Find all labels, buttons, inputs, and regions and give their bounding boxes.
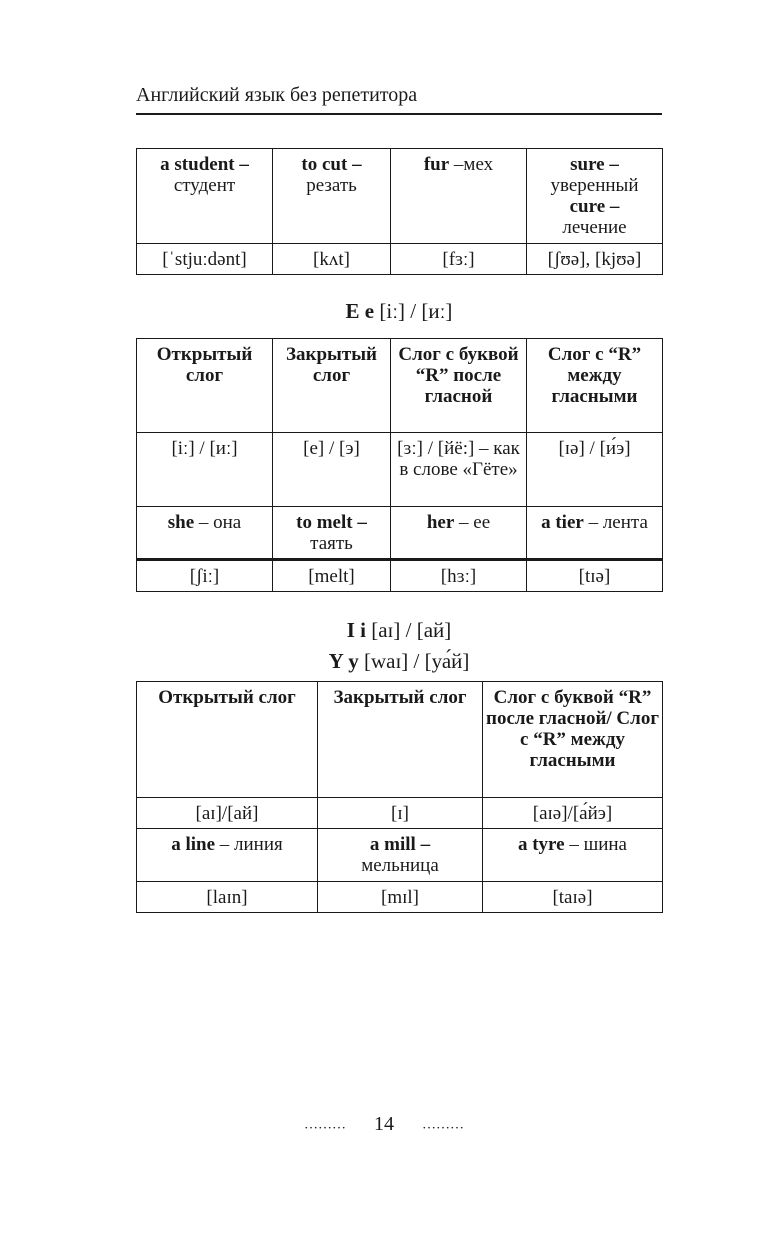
transcription: [hɜː] [391, 560, 527, 592]
transcription: [ʃʊə], [kjʊə] [527, 244, 663, 275]
table-i-y [136, 681, 663, 913]
section-sound: [iː] / [иː] [379, 299, 453, 323]
section-title-y [136, 648, 662, 674]
translation: – линия [219, 834, 283, 855]
table-cell [527, 149, 663, 244]
sound-cell: [e] / [э] [273, 433, 391, 507]
column-header: Закрытый слог [318, 682, 483, 798]
word: a line [171, 834, 216, 855]
table-cell [483, 829, 663, 882]
sound-cell: [ɜː] / [йё:] – как в слове «Гёте» [391, 433, 527, 507]
section-title-i [136, 617, 662, 643]
table-cell [137, 829, 318, 882]
table-cell [273, 507, 391, 560]
section-letters: Y y [328, 649, 359, 673]
table-row [137, 882, 663, 913]
translation: – ее [459, 512, 491, 533]
footer-dots-right: ……… [422, 1117, 464, 1133]
word: to cut – [301, 154, 362, 175]
table-a-continued [136, 148, 663, 275]
translation: – лента [588, 512, 648, 533]
word: a student – [160, 154, 249, 175]
table-cell [273, 149, 391, 244]
transcription: [taɪə] [483, 882, 663, 913]
transcription: [laɪn] [137, 882, 318, 913]
translation: – она [198, 512, 242, 533]
word: her [426, 512, 455, 533]
table-cell [391, 149, 527, 244]
section-letters: I i [346, 618, 366, 642]
word: sure – [570, 154, 619, 175]
section-sound: [aɪ] / [ай] [371, 618, 452, 642]
table-header-row [137, 682, 663, 798]
transcription: [tɪə] [527, 560, 663, 592]
transcription: [melt] [273, 560, 391, 592]
table-header-row [137, 339, 663, 433]
sound-cell: [aɪ]/[ай] [137, 798, 318, 829]
translation: –мех [453, 154, 494, 175]
transcription: [ˈstjuːdənt] [137, 244, 273, 275]
transcription: [kʌt] [273, 244, 391, 275]
word: she [167, 512, 195, 533]
translation: мельница [361, 855, 439, 876]
word: a mill – [369, 834, 431, 855]
footer-dots-left: ……… [304, 1117, 346, 1133]
page-number: 14 [374, 1113, 394, 1135]
word: fur [423, 154, 450, 175]
translation: – шина [569, 834, 627, 855]
sound-cell: [ɪə] / [и́э] [527, 433, 663, 507]
transcription: [mɪl] [318, 882, 483, 913]
table-e [136, 338, 663, 592]
running-head: Английский язык без репетитора [136, 84, 418, 106]
word: a tyre [517, 834, 565, 855]
sound-cell: [aɪə]/[а́йэ] [483, 798, 663, 829]
translation: лечение [562, 217, 627, 238]
translation: уверенный [550, 175, 639, 196]
translation: таять [310, 533, 353, 554]
section-title-e [136, 298, 662, 324]
sound-cell: [ɪ] [318, 798, 483, 829]
transcription: [ʃiː] [137, 560, 273, 592]
table-cell [137, 507, 273, 560]
column-header: Слог с буквой “R” после гласной [391, 339, 527, 433]
section-letters: E e [345, 299, 375, 323]
word: a tier [541, 512, 584, 533]
table-cell [391, 507, 527, 560]
table-cell [137, 149, 273, 244]
translation: резать [306, 175, 357, 196]
translation: студент [173, 175, 236, 196]
table-cell [318, 829, 483, 882]
column-header: Открытый слог [137, 339, 273, 433]
table-row [137, 829, 663, 882]
table-row [137, 560, 663, 592]
word: cure – [569, 196, 620, 217]
column-header: Слог с “R” между гласными [527, 339, 663, 433]
column-header: Открытый слог [137, 682, 318, 798]
column-header: Закрытый слог [273, 339, 391, 433]
table-row [137, 507, 663, 560]
table-cell [527, 507, 663, 560]
page-footer [0, 1112, 768, 1137]
table-row [137, 798, 663, 829]
section-sound: [waɪ] / [уа́й] [363, 649, 470, 673]
header-rule [136, 113, 662, 115]
sound-cell: [iː] / [иː] [137, 433, 273, 507]
table-row [137, 433, 663, 507]
table-row [137, 244, 663, 275]
column-header: Слог с буквой “R” после гласной/ Слог с “R” между гласными [483, 682, 663, 798]
word: to melt – [296, 512, 367, 533]
transcription: [fɜː] [391, 244, 527, 275]
table-row [137, 149, 663, 244]
